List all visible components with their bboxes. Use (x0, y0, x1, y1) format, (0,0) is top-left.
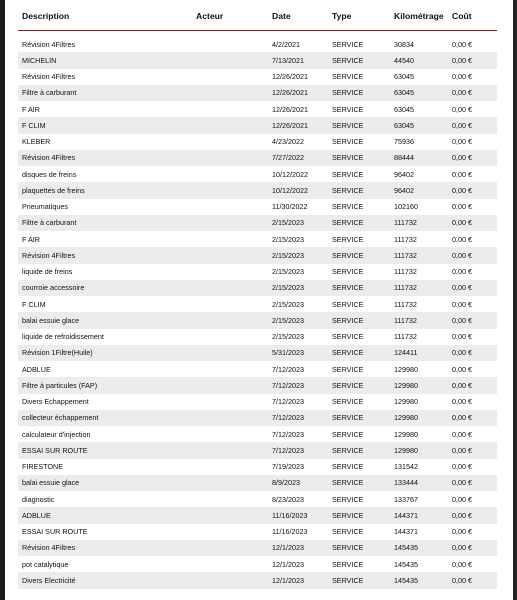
cell-date: 7/12/2023 (272, 397, 304, 406)
cell-cout: 0,00 € (452, 120, 472, 130)
cell-date: 2/15/2023 (272, 234, 304, 244)
cell-kilometrage: 96402 (394, 169, 414, 179)
cell-date: 2/15/2023 (272, 218, 304, 228)
cell-kilometrage: 131542 (394, 462, 418, 471)
cell-description: calculateur d'injection (22, 429, 91, 439)
cell-description: KLEBER (22, 137, 51, 146)
table-row (18, 329, 497, 345)
table-row (18, 85, 497, 101)
table-row (18, 394, 497, 410)
table-row (18, 134, 497, 150)
cell-kilometrage: 129980 (394, 429, 418, 439)
cell-date: 2/15/2023 (272, 332, 304, 341)
header-cout: Coût (452, 11, 472, 21)
table-row (18, 150, 497, 166)
cell-description: Filtre à carburant (22, 218, 77, 228)
table-row (18, 524, 497, 540)
cell-cout: 0,00 € (452, 202, 472, 211)
table-row (18, 410, 497, 426)
cell-date: 2/15/2023 (272, 299, 304, 309)
cell-date: 12/1/2023 (272, 543, 304, 553)
cell-type: SERVICE (332, 429, 364, 439)
cell-description: courroie accessoire (22, 283, 85, 293)
cell-date: 12/1/2023 (272, 575, 304, 585)
table-row (18, 459, 497, 475)
cell-kilometrage: 144371 (394, 510, 418, 520)
cell-date: 7/12/2023 (272, 380, 304, 390)
cell-kilometrage: 145435 (394, 575, 418, 585)
cell-cout: 0,00 € (452, 397, 472, 406)
cell-kilometrage: 63045 (394, 120, 414, 130)
cell-cout: 0,00 € (452, 462, 472, 471)
cell-date: 12/26/2021 (272, 72, 308, 81)
cell-date: 8/9/2023 (272, 478, 300, 488)
cell-description: Pneumatiques (22, 202, 68, 211)
cell-type: SERVICE (332, 250, 364, 260)
cell-type: SERVICE (332, 445, 364, 455)
cell-date: 12/1/2023 (272, 559, 304, 569)
cell-cout: 0,00 € (452, 510, 472, 520)
cell-kilometrage: 111732 (394, 299, 417, 309)
cell-kilometrage: 144371 (394, 527, 418, 536)
cell-type: SERVICE (332, 413, 364, 423)
cell-cout: 0,00 € (452, 250, 472, 260)
cell-kilometrage: 63045 (394, 72, 414, 81)
table-row (18, 540, 497, 556)
cell-type: SERVICE (332, 202, 364, 211)
cell-cout: 0,00 € (452, 299, 472, 309)
cell-kilometrage: 111732 (394, 218, 417, 228)
cell-description: plaquettes de freins (22, 185, 85, 195)
cell-kilometrage: 111732 (394, 234, 417, 244)
cell-description: Divers Electricité (22, 575, 76, 585)
cell-type: SERVICE (332, 380, 364, 390)
cell-type: SERVICE (332, 543, 364, 553)
table-row (18, 572, 497, 588)
cell-type: SERVICE (332, 299, 364, 309)
cell-description: Révision 4Filtres (22, 72, 76, 81)
cell-date: 2/15/2023 (272, 283, 304, 293)
cell-kilometrage: 129980 (394, 380, 418, 390)
cell-kilometrage: 111732 (394, 267, 417, 276)
cell-date: 7/19/2023 (272, 462, 304, 471)
cell-description: Révision 4Filtres (22, 543, 76, 553)
cell-kilometrage: 145435 (394, 559, 418, 569)
cell-cout: 0,00 € (452, 234, 472, 244)
cell-description: ESSAI SUR ROUTE (22, 445, 88, 455)
cell-date: 7/12/2023 (272, 364, 304, 374)
cell-type: SERVICE (332, 283, 364, 293)
cell-type: SERVICE (332, 575, 364, 585)
table-row (18, 182, 497, 198)
table-row (18, 52, 497, 68)
cell-description: Révision 4Filtres (22, 250, 76, 260)
cell-description: ADBLUE (22, 364, 51, 374)
cell-type: SERVICE (332, 137, 364, 146)
table-row (18, 426, 497, 442)
cell-description: F CLIM (22, 120, 46, 130)
cell-type: SERVICE (332, 348, 364, 358)
cell-date: 2/15/2023 (272, 267, 304, 276)
cell-kilometrage: 63045 (394, 88, 414, 98)
cell-date: 7/13/2021 (272, 55, 304, 65)
cell-description: F CLIM (22, 299, 46, 309)
header-date: Date (272, 11, 291, 21)
cell-description: Filtre à particules (FAP) (22, 380, 98, 390)
cell-date: 7/12/2023 (272, 413, 304, 423)
cell-type: SERVICE (332, 267, 364, 276)
cell-kilometrage: 111732 (394, 250, 417, 260)
table-row (18, 556, 497, 572)
table-row (18, 377, 497, 393)
page-edge-right (513, 0, 517, 600)
cell-date: 4/2/2021 (272, 39, 300, 49)
cell-type: SERVICE (332, 462, 364, 471)
cell-kilometrage: 111732 (394, 332, 417, 341)
cell-description: pot catalytique (22, 559, 69, 569)
cell-type: SERVICE (332, 559, 364, 569)
table-row (18, 475, 497, 491)
cell-cout: 0,00 € (452, 218, 472, 228)
cell-cout: 0,00 € (452, 104, 472, 114)
cell-cout: 0,00 € (452, 575, 472, 585)
cell-type: SERVICE (332, 364, 364, 374)
cell-cout: 0,00 € (452, 543, 472, 553)
cell-date: 12/26/2021 (272, 104, 308, 114)
cell-type: SERVICE (332, 169, 364, 179)
cell-cout: 0,00 € (452, 137, 472, 146)
cell-description: FIRESTONE (22, 462, 64, 471)
table-row (18, 442, 497, 458)
cell-description: liquide de refroidissement (22, 332, 104, 341)
cell-cout: 0,00 € (452, 348, 472, 358)
cell-cout: 0,00 € (452, 494, 472, 504)
table-row (18, 69, 497, 85)
cell-type: SERVICE (332, 494, 364, 504)
cell-cout: 0,00 € (452, 315, 472, 325)
cell-description: Divers Echappement (22, 397, 89, 406)
header-kilometrage: Kilométrage (394, 11, 444, 21)
cell-cout: 0,00 € (452, 153, 472, 163)
cell-cout: 0,00 € (452, 559, 472, 569)
cell-type: SERVICE (332, 72, 364, 81)
cell-cout: 0,00 € (452, 332, 472, 341)
cell-cout: 0,00 € (452, 445, 472, 455)
table-row (18, 101, 497, 117)
cell-date: 5/31/2023 (272, 348, 304, 358)
cell-date: 2/15/2023 (272, 315, 304, 325)
cell-kilometrage: 129980 (394, 413, 418, 423)
table-row (18, 166, 497, 182)
cell-type: SERVICE (332, 120, 364, 130)
cell-date: 12/26/2021 (272, 120, 308, 130)
table-row (18, 507, 497, 523)
cell-type: SERVICE (332, 218, 364, 228)
cell-description: balai essuie glace (22, 315, 80, 325)
cell-kilometrage: 96402 (394, 185, 414, 195)
cell-cout: 0,00 € (452, 72, 472, 81)
cell-date: 4/23/2022 (272, 137, 304, 146)
cell-date: 2/15/2023 (272, 250, 304, 260)
header-description: Description (22, 11, 70, 21)
cell-description: F AIR (22, 234, 40, 244)
table-row (18, 345, 497, 361)
cell-date: 11/30/2022 (272, 202, 308, 211)
cell-type: SERVICE (332, 234, 364, 244)
table-row (18, 215, 497, 231)
cell-cout: 0,00 € (452, 380, 472, 390)
cell-kilometrage: 129980 (394, 364, 418, 374)
table-row (18, 264, 497, 280)
cell-description: diagnostic (22, 494, 55, 504)
page-edge-left (0, 0, 5, 600)
cell-date: 10/12/2022 (272, 169, 308, 179)
cell-type: SERVICE (332, 478, 364, 488)
cell-type: SERVICE (332, 39, 364, 49)
cell-kilometrage: 44540 (394, 55, 414, 65)
cell-cout: 0,00 € (452, 169, 472, 179)
table-row (18, 280, 497, 296)
cell-cout: 0,00 € (452, 88, 472, 98)
cell-date: 11/16/2023 (272, 510, 308, 520)
cell-description: liquide de freins (22, 267, 73, 276)
cell-date: 7/12/2023 (272, 445, 304, 455)
table-row (18, 361, 497, 377)
cell-description: Filtre à carburant (22, 88, 77, 98)
cell-cout: 0,00 € (452, 39, 472, 49)
cell-cout: 0,00 € (452, 267, 472, 276)
cell-description: Révision 1Filtre(Huile) (22, 348, 93, 358)
table-row (18, 231, 497, 247)
cell-kilometrage: 129980 (394, 397, 418, 406)
table-header (18, 7, 497, 31)
cell-cout: 0,00 € (452, 429, 472, 439)
cell-description: Révision 4Filtres (22, 153, 76, 163)
cell-type: SERVICE (332, 153, 364, 163)
cell-description: balai essuie glace (22, 478, 80, 488)
cell-kilometrage: 133767 (394, 494, 418, 504)
cell-description: ESSAI SUR ROUTE (22, 527, 88, 536)
cell-description: Révision 4Filtres (22, 39, 76, 49)
cell-type: SERVICE (332, 88, 364, 98)
header-type: Type (332, 11, 352, 21)
cell-description: ADBLUE (22, 510, 51, 520)
cell-type: SERVICE (332, 185, 364, 195)
cell-date: 12/26/2021 (272, 88, 308, 98)
cell-type: SERVICE (332, 527, 364, 536)
cell-cout: 0,00 € (452, 283, 472, 293)
cell-kilometrage: 124411 (394, 348, 418, 358)
header-acteur: Acteur (196, 11, 224, 21)
cell-type: SERVICE (332, 315, 364, 325)
cell-kilometrage: 63045 (394, 104, 414, 114)
cell-date: 10/12/2022 (272, 185, 308, 195)
cell-type: SERVICE (332, 332, 364, 341)
cell-cout: 0,00 € (452, 478, 472, 488)
cell-cout: 0,00 € (452, 413, 472, 423)
cell-kilometrage: 145435 (394, 543, 418, 553)
cell-cout: 0,00 € (452, 364, 472, 374)
cell-kilometrage: 75936 (394, 137, 414, 146)
cell-kilometrage: 102160 (394, 202, 418, 211)
cell-type: SERVICE (332, 397, 364, 406)
cell-description: collecteur échappement (22, 413, 99, 423)
table-row (18, 296, 497, 312)
table-row (18, 36, 497, 52)
cell-kilometrage: 129980 (394, 445, 418, 455)
cell-description: MICHELIN (22, 55, 57, 65)
cell-date: 11/16/2023 (272, 527, 308, 536)
cell-type: SERVICE (332, 104, 364, 114)
table-row (18, 491, 497, 507)
cell-cout: 0,00 € (452, 55, 472, 65)
table-row (18, 247, 497, 263)
cell-kilometrage: 30834 (394, 39, 414, 49)
cell-kilometrage: 88444 (394, 153, 414, 163)
cell-date: 7/12/2023 (272, 429, 304, 439)
cell-description: disques de freins (22, 169, 77, 179)
cell-kilometrage: 133444 (394, 478, 418, 488)
table-row (18, 117, 497, 133)
cell-kilometrage: 111732 (394, 283, 417, 293)
cell-kilometrage: 111732 (394, 315, 417, 325)
table-row (18, 199, 497, 215)
cell-type: SERVICE (332, 510, 364, 520)
table-body (18, 36, 497, 589)
table-row (18, 312, 497, 328)
cell-description: F AIR (22, 104, 40, 114)
cell-date: 8/23/2023 (272, 494, 304, 504)
cell-cout: 0,00 € (452, 185, 472, 195)
cell-type: SERVICE (332, 55, 364, 65)
cell-date: 7/27/2022 (272, 153, 304, 163)
cell-cout: 0,00 € (452, 527, 472, 536)
